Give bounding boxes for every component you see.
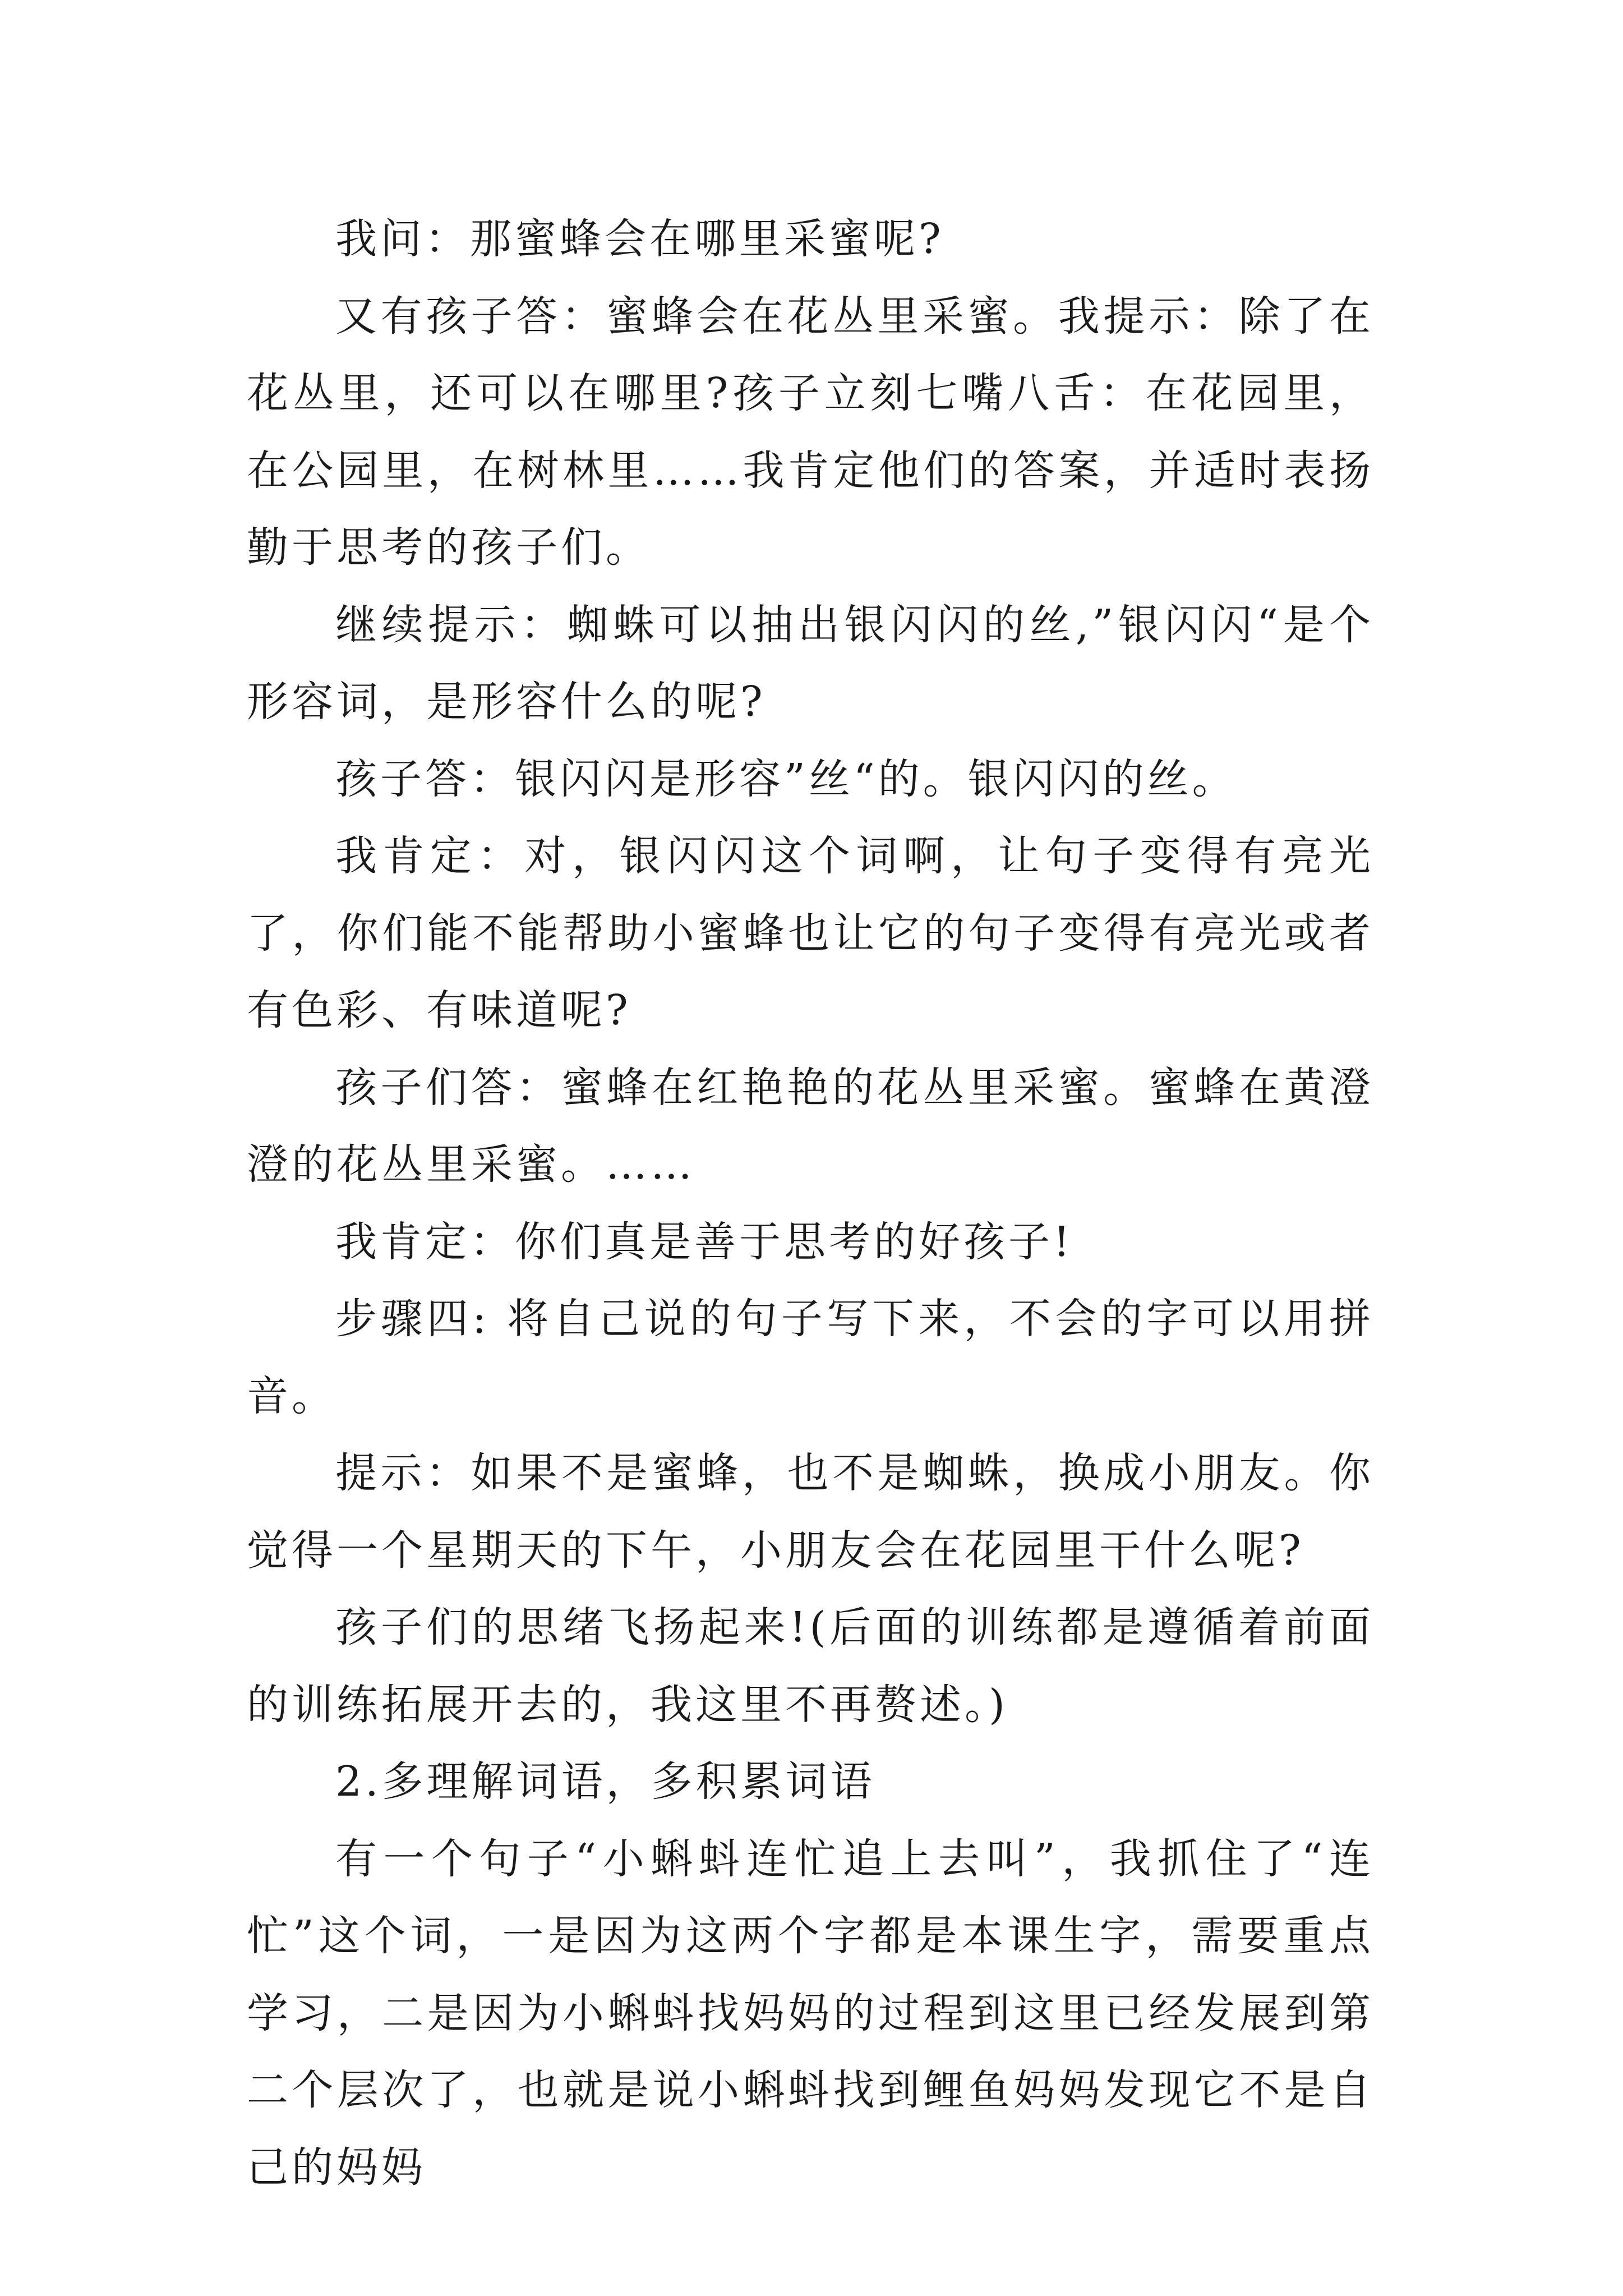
paragraph-7: 我肯定：你们真是善于思考的好孩子! [335,1217,1073,1266]
paragraph-12: 有一个句子“小蝌蚪连忙追上去叫”，我抓住了“连忙”这个词，一是因为这两个字都是本课生字，需要重点学习，二是因为小蝌蚪找妈妈的过程到这里已经发展到第二个层次了，也就是说小蝌蚪找到鲤鱼妈妈发现它不是自己的妈妈 [247,1834,1374,2192]
paragraph-4: 孩子答：银闪闪是形容”丝“的。银闪闪的丝。 [335,754,1237,803]
paragraph-5: 我肯定：对，银闪闪这个词啊，让句子变得有亮光了，你们能不能帮助小蜜蜂也让它的句子变得有亮光或者有色彩、有味道呢? [247,832,1374,1034]
section-heading: 2.多理解词语，多积累词语 [335,1757,875,1806]
paragraph-3: 继续提示：蜘蛛可以抽出银闪闪的丝,”银闪闪“是个形容词，是形容什么的呢? [247,600,1374,726]
document-body [247,201,1374,2206]
paragraph-10: 孩子们的思绪飞扬起来!(后面的训练都是遵循着前面的训练拓展开去的，我这里不再赘述。) [247,1603,1374,1729]
paragraph-6: 孩子们答：蜜蜂在红艳艳的花丛里采蜜。蜜蜂在黄澄澄的花丛里采蜜。…… [247,1063,1374,1189]
paragraph-9: 提示：如果不是蜜蜂，也不是蜘蛛，换成小朋友。你觉得一个星期天的下午，小朋友会在花园里干什么呢? [247,1449,1374,1575]
paragraph-8: 步骤四: 将自己说的句子写下来，不会的字可以用拼音。 [247,1295,1374,1420]
paragraph-1: 我问：那蜜蜂会在哪里采蜜呢? [335,215,944,263]
paragraph-2: 又有孩子答：蜜蜂会在花丛里采蜜。我提示：除了在花丛里，还可以在哪里?孩子立刻七嘴八舌：在花园里，在公园里，在树林里……我肯定他们的答案，并适时表扬勤于思考的孩子们。 [247,292,1374,572]
